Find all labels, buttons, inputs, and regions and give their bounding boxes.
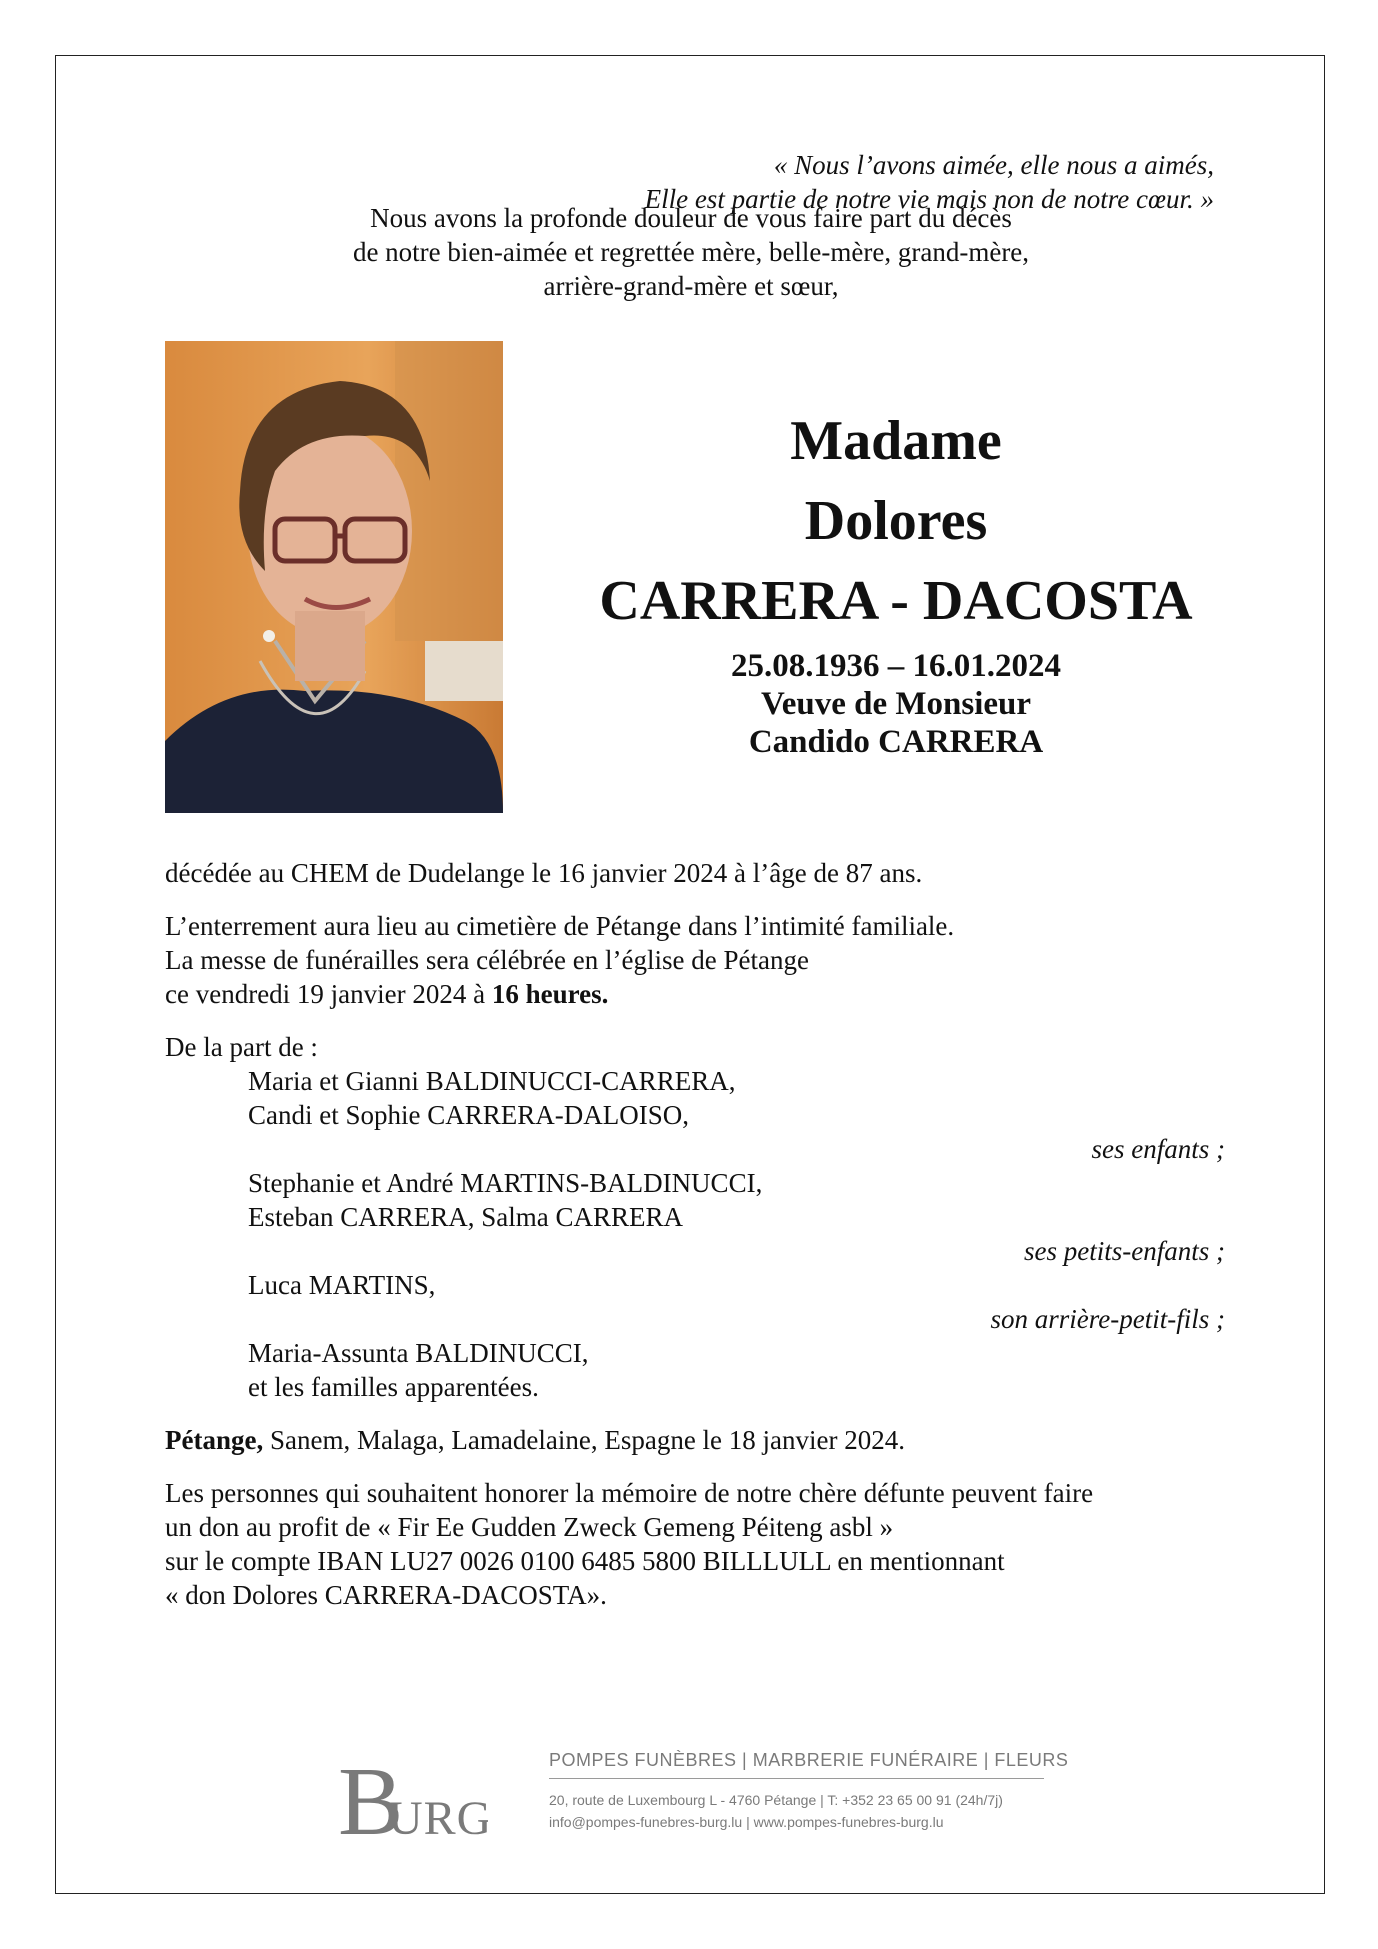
intro-line: de notre bien-aimée et regrettée mère, belle-mère, grand-mère, (352, 237, 1030, 267)
notice-body (165, 856, 1225, 1631)
portrait-photo (165, 341, 503, 813)
services-line: POMPES FUNÈBRES | MARBRERIE FUNÉRAIRE | FLEURS (549, 1750, 1069, 1770)
contact-line: info@pompes-funebres-burg.lu | www.pompes-funebres-burg.lu (549, 1814, 944, 1830)
donation-line: un don au profit de « Fir Ee Gudden Zweck Gemeng Péiteng asbl » (165, 1512, 894, 1542)
death-details: décédée au CHEM de Dudelange le 16 janvier 2024 à l’âge de 87 ans. (165, 858, 923, 888)
svg-text:URG: URG (388, 1792, 488, 1845)
burg-logo (338, 1746, 488, 1846)
deceased-title: Madame (790, 410, 1002, 472)
family-member: Luca MARTINS, (248, 1270, 436, 1300)
family-intro: De la part de : (165, 1032, 318, 1062)
family-member: Maria et Gianni BALDINUCCI-CARRERA, (248, 1066, 736, 1096)
intro-line: Nous avons la profonde douleur de vous faire part du décès (370, 203, 1012, 233)
family-member: et les familles apparentées. (248, 1372, 539, 1402)
place-rest: Sanem, Malaga, Lamadelaine, Espagne le 18 janvier 2024. (263, 1425, 905, 1455)
mass-line: La messe de funérailles sera célébrée en l’église de Pétange (165, 945, 809, 975)
life-dates: 25.08.1936 – 16.01.2024 (731, 648, 1061, 684)
funeral-details (165, 909, 1225, 1011)
deceased-first-name: Dolores (804, 490, 988, 552)
funeral-home-footer (56, 1746, 1326, 1866)
relation-label: son arrière-petit-fils ; (990, 1304, 1225, 1334)
donation-line: « don Dolores CARRERA-DACOSTA». (165, 1580, 607, 1610)
donation-line: Les personnes qui souhaitent honorer la mémoire de notre chère défunte peuvent faire (165, 1478, 1094, 1508)
deceased-name-block (546, 401, 1246, 761)
intro-line: arrière-grand-mère et sœur, (543, 271, 839, 301)
family-list (165, 1030, 1225, 1404)
relation-label: ses petits-enfants ; (1024, 1236, 1225, 1266)
widow-line: Candido CARRERA (748, 724, 1044, 760)
donation-info (165, 1476, 1225, 1612)
address-line: 20, route de Luxembourg L - 4760 Pétange | T: +352 23 65 00 91 (24h/7j) (549, 1792, 1003, 1808)
svg-text:B: B (338, 1748, 404, 1846)
family-member: Esteban CARRERA, Salma CARRERA (248, 1202, 684, 1232)
burial-line: L’enterrement aura lieu au cimetière de Pétange dans l’intimité familiale. (165, 911, 955, 941)
family-member: Stephanie et André MARTINS-BALDINUCCI, (248, 1168, 763, 1198)
notice-frame (55, 55, 1325, 1894)
place-date-line (165, 1423, 1225, 1457)
mass-time: 16 heures. (491, 979, 609, 1009)
announcement-intro (56, 201, 1326, 303)
family-member: Maria-Assunta BALDINUCCI, (248, 1338, 589, 1368)
mass-date: ce vendredi 19 janvier 2024 à (165, 979, 492, 1009)
footer-divider (549, 1778, 1044, 1779)
quote-line: Elle est partie de notre vie mais non de notre cœur. » (644, 184, 1214, 214)
relation-label: ses enfants ; (1091, 1134, 1225, 1164)
quote-line: « Nous l’avons aimée, elle nous a aimés, (773, 150, 1214, 180)
deceased-last-name: CARRERA - DACOSTA (599, 570, 1193, 632)
donation-line: sur le compte IBAN LU27 0026 0100 6485 5800 BILLLULL en mentionnant (165, 1546, 1005, 1576)
widow-line: Veuve de Monsieur (760, 686, 1032, 722)
family-member: Candi et Sophie CARRERA-DALOISO, (248, 1100, 689, 1130)
place-name: Pétange, (165, 1425, 264, 1455)
